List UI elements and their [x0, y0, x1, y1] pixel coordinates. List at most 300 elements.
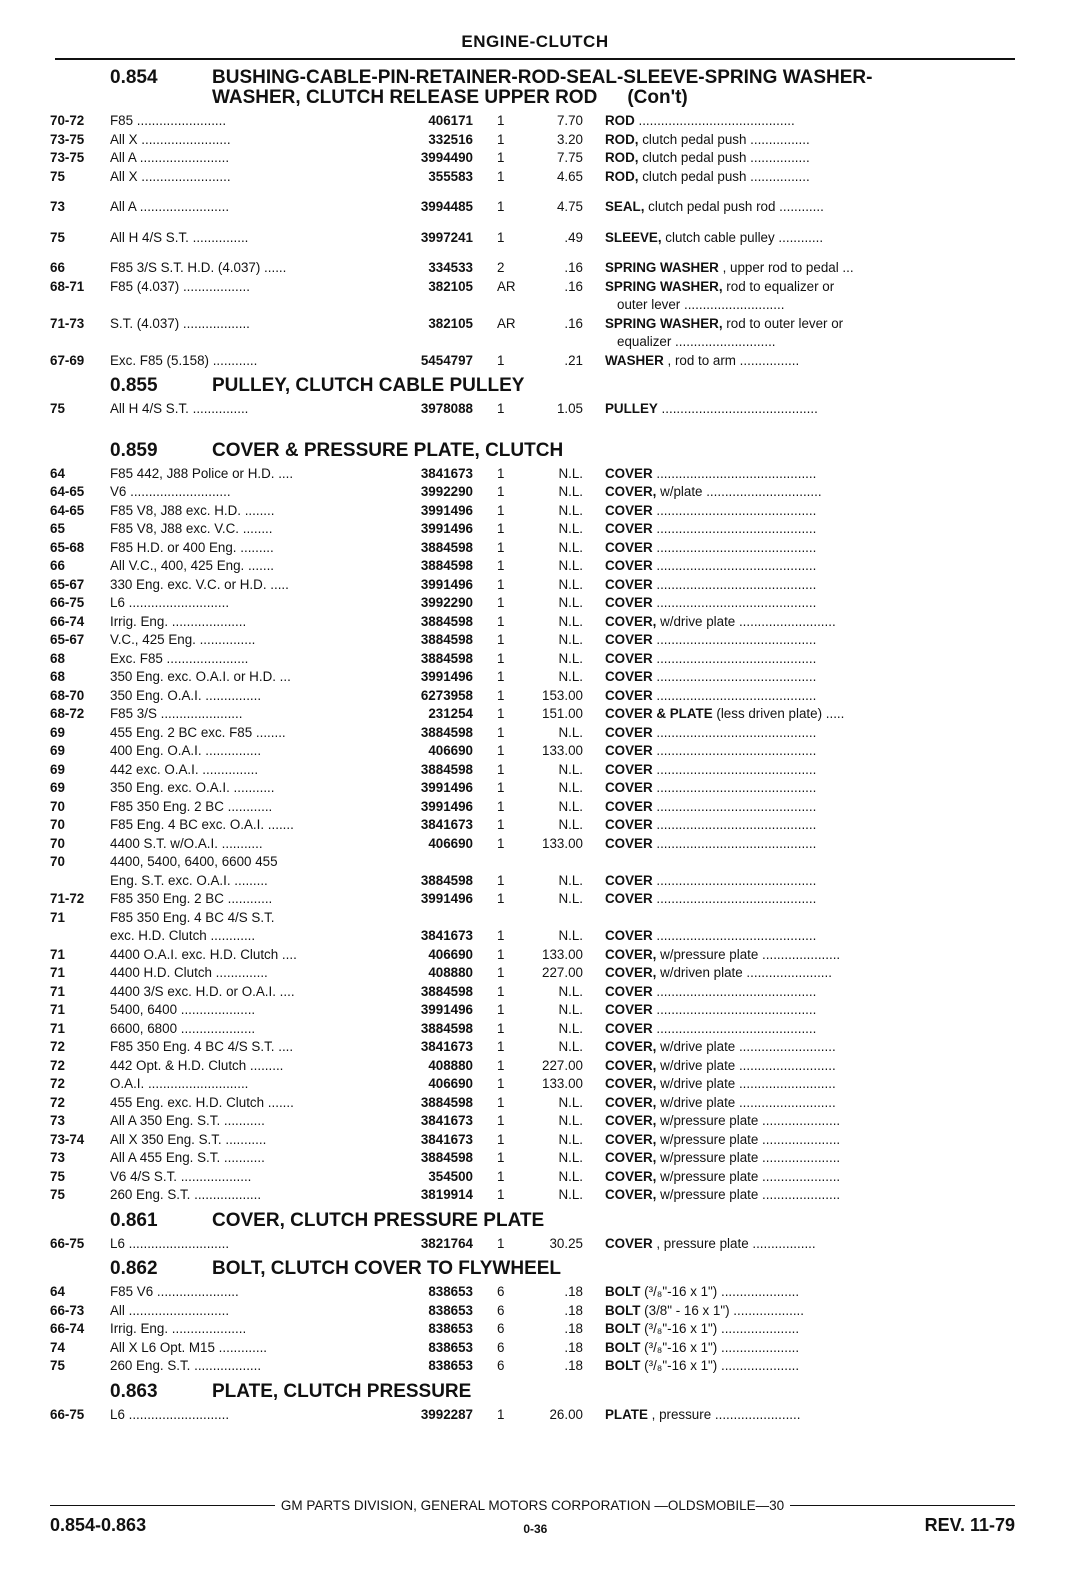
- row-price: 4.75: [556, 199, 583, 214]
- row-description: [583, 131, 1015, 150]
- row-part-number: 3884598: [420, 872, 473, 888]
- row-part-number: 3819914: [420, 1187, 473, 1202]
- row-description-text: (3/8" - 16 x 1") ...................: [640, 1302, 804, 1318]
- section-title-line: PULLEY, CLUTCH CABLE PULLEY: [212, 375, 525, 396]
- row-quantity: 1: [497, 113, 505, 128]
- row-description-text: , pressure .......................: [647, 1406, 801, 1422]
- row-quantity: 1: [497, 558, 505, 573]
- row-application: 4400 3/S exc. H.D. or O.A.I. ....: [110, 983, 295, 999]
- footer-page-number: 0-36: [523, 1522, 548, 1536]
- row-description: [583, 259, 1015, 278]
- row-quantity: 1: [497, 1187, 505, 1202]
- row-part-name: COVER: [605, 891, 653, 906]
- row-price: 227.00: [542, 965, 583, 980]
- row-part-name: COVER & PLATE: [605, 706, 713, 721]
- footer-rule-left: [50, 1505, 275, 1506]
- row-description: [583, 400, 1015, 419]
- row-years: 66-75: [50, 1406, 85, 1422]
- row-part-name: COVER,: [605, 484, 657, 499]
- part-row: [50, 465, 1015, 484]
- row-price: N.L.: [558, 1131, 583, 1147]
- row-application: 4400, 5400, 6400, 6600 455: [110, 854, 278, 869]
- row-application: All A ........................: [110, 150, 230, 165]
- row-application: F85 350 Eng. 4 BC 4/S S.T.: [110, 909, 275, 925]
- part-row: [50, 229, 1015, 248]
- row-years: 71: [50, 965, 65, 980]
- row-quantity: 1: [497, 946, 505, 962]
- row-years: 70: [50, 798, 65, 814]
- row-part-number: 3841673: [420, 1131, 473, 1147]
- section-number: 0.862: [110, 1258, 158, 1279]
- row-description-text: ..........................................: [634, 113, 795, 128]
- part-row: [50, 1320, 1015, 1339]
- row-price: 227.00: [542, 1057, 583, 1073]
- row-application: 4400 O.A.I. exc. H.D. Clutch ....: [110, 946, 297, 962]
- row-description: [583, 1283, 1015, 1302]
- row-quantity: 1: [497, 891, 505, 906]
- row-quantity: 1: [497, 150, 505, 165]
- row-description-text: clutch pedal push rod ............: [644, 199, 824, 214]
- section-number: 0.863: [110, 1380, 158, 1402]
- row-quantity: 1: [497, 595, 505, 610]
- row-part-number: 3991496: [420, 798, 473, 814]
- row-price: N.L.: [558, 669, 583, 684]
- row-part-name: COVER: [605, 817, 653, 832]
- row-price: N.L.: [558, 872, 583, 888]
- row-quantity: 1: [497, 1406, 505, 1422]
- page-footer: [50, 1498, 1015, 1536]
- row-price: .18: [564, 1284, 583, 1299]
- row-years: 73: [50, 199, 65, 214]
- part-row: [50, 1302, 1015, 1321]
- row-description: [583, 890, 1015, 909]
- row-description-text: ...........................................: [652, 835, 817, 851]
- row-description-text: ...........................................: [652, 983, 817, 999]
- row-part-number: 3994485: [420, 199, 473, 214]
- row-description: [583, 1168, 1015, 1187]
- part-row: [50, 557, 1015, 576]
- part-row: [50, 835, 1015, 854]
- row-application: All A 350 Eng. S.T. ...........: [110, 1113, 265, 1128]
- row-part-number: 354500: [428, 1168, 473, 1184]
- row-quantity: 1: [497, 168, 505, 184]
- row-description-continued: equalizer ...........................: [617, 334, 776, 349]
- row-application: F85 350 Eng. 2 BC ............: [110, 798, 273, 814]
- row-description-text: w/pressure plate .....................: [656, 1150, 841, 1165]
- row-price: 133.00: [542, 1076, 583, 1091]
- row-part-number: 406690: [428, 1076, 473, 1091]
- section-heading: [50, 441, 1015, 461]
- row-description-text: ...........................................: [652, 521, 817, 536]
- row-years: 66-75: [50, 1235, 85, 1251]
- row-quantity: 1: [497, 743, 505, 758]
- row-part-number: 3997241: [420, 229, 473, 245]
- row-part-name: COVER: [605, 632, 653, 647]
- row-description: [583, 946, 1015, 965]
- row-part-name: BOLT: [605, 1302, 641, 1318]
- row-part-name: COVER: [605, 576, 653, 592]
- row-quantity: 6: [497, 1358, 505, 1373]
- row-years: 68: [50, 650, 65, 666]
- row-years: 74: [50, 1339, 65, 1355]
- row-description-text: (³/₈"-16 x 1") .....................: [640, 1358, 800, 1373]
- row-price: N.L.: [558, 983, 583, 999]
- row-application: 330 Eng. exc. V.C. or H.D. .....: [110, 576, 289, 592]
- row-part-number: 3991496: [420, 1002, 473, 1017]
- row-years: 75: [50, 229, 65, 245]
- row-years: 71: [50, 1002, 65, 1017]
- row-application: All A 455 Eng. S.T. ...........: [110, 1150, 265, 1165]
- row-part-name: COVER: [605, 743, 653, 758]
- part-row: [50, 1339, 1015, 1358]
- row-description: [583, 594, 1015, 613]
- part-row: [50, 927, 1015, 946]
- row-part-number: 3991496: [420, 780, 473, 795]
- row-application: F85 V8, J88 exc. V.C. ........: [110, 521, 273, 536]
- row-years: 75: [50, 401, 65, 416]
- row-quantity: AR: [497, 278, 516, 294]
- row-price: 7.70: [556, 113, 583, 128]
- row-description: [583, 687, 1015, 706]
- section-number: 0.861: [110, 1209, 158, 1231]
- row-quantity: 1: [497, 401, 505, 416]
- row-years: 73-75: [50, 131, 85, 147]
- row-part-name: PLATE: [605, 1406, 648, 1422]
- row-quantity: 1: [497, 965, 505, 980]
- row-price: N.L.: [558, 1020, 583, 1036]
- row-years: 66-74: [50, 1321, 85, 1336]
- part-row: [50, 1406, 1015, 1425]
- part-row: [50, 872, 1015, 891]
- row-description: [583, 557, 1015, 576]
- row-years: 75: [50, 168, 65, 184]
- row-application: 350 Eng. O.A.I. ...............: [110, 687, 262, 703]
- row-quantity: 6: [497, 1321, 505, 1336]
- row-description: [583, 705, 1015, 724]
- row-part-number: 3841673: [420, 928, 473, 943]
- row-years: 75: [50, 1358, 65, 1373]
- row-description: [583, 1186, 1015, 1205]
- row-application: 455 Eng. exc. H.D. Clutch .......: [110, 1094, 294, 1110]
- row-description: [583, 835, 1015, 854]
- row-description-text: ..........................................: [657, 401, 818, 416]
- row-quantity: 1: [497, 576, 505, 592]
- part-row: [50, 149, 1015, 168]
- part-row: [50, 1149, 1015, 1168]
- row-years: 65-67: [50, 632, 85, 647]
- row-part-name: COVER: [605, 761, 653, 777]
- part-row: [50, 1057, 1015, 1076]
- row-part-name: COVER,: [605, 1150, 657, 1165]
- row-price: N.L.: [558, 928, 583, 943]
- part-row: [50, 1112, 1015, 1131]
- row-description-text: ...........................................: [652, 891, 817, 906]
- row-quantity: 1: [497, 798, 505, 814]
- row-years: 73: [50, 1150, 65, 1165]
- footer-text: GM PARTS DIVISION, GENERAL MOTORS CORPORATION —OLDSMOBILE—30: [280, 1498, 785, 1513]
- row-description-text: ...........................................: [652, 1002, 817, 1017]
- row-price: 30.25: [549, 1235, 583, 1251]
- row-part-name: SPRING WASHER: [605, 260, 719, 275]
- row-price: N.L.: [558, 1039, 583, 1054]
- part-row: [50, 613, 1015, 632]
- part-row: [50, 112, 1015, 131]
- row-description: [583, 761, 1015, 780]
- row-part-name: BOLT: [605, 1321, 641, 1336]
- row-description: [583, 798, 1015, 817]
- row-price: N.L.: [558, 780, 583, 795]
- row-application: L6 ...........................: [110, 595, 230, 610]
- row-price: .18: [564, 1358, 583, 1373]
- row-description-text: (³/₈"-16 x 1") .....................: [640, 1284, 800, 1299]
- row-description: [583, 964, 1015, 983]
- row-description: [583, 816, 1015, 835]
- row-price: N.L.: [558, 502, 583, 518]
- page-header: ENGINE-CLUTCH: [461, 32, 609, 51]
- row-price: N.L.: [558, 465, 583, 481]
- part-row: [50, 278, 1015, 315]
- row-price: 133.00: [542, 743, 583, 758]
- section-heading: [50, 376, 1015, 396]
- row-years: 65: [50, 521, 65, 536]
- row-years: 66-74: [50, 613, 85, 629]
- section-title: [212, 1211, 1015, 1231]
- row-description-text: w/drive plate ..........................: [656, 1039, 836, 1054]
- row-application: 5400, 6400 ....................: [110, 1002, 256, 1017]
- row-application: 455 Eng. 2 BC exc. F85 ........: [110, 724, 286, 740]
- row-years: 72: [50, 1039, 65, 1054]
- section-heading: [50, 68, 1015, 108]
- row-years: 73-75: [50, 150, 85, 165]
- row-price: .16: [564, 278, 583, 294]
- row-description: [583, 724, 1015, 743]
- row-part-name: COVER,: [605, 1113, 657, 1128]
- row-years: 75: [50, 1168, 65, 1184]
- row-quantity: 1: [497, 632, 505, 647]
- row-application: F85 (4.037) ..................: [110, 278, 250, 294]
- row-application: F85 V6 ......................: [110, 1284, 239, 1299]
- row-price: .21: [564, 352, 583, 368]
- row-quantity: 6: [497, 1339, 505, 1355]
- row-quantity: 1: [497, 465, 505, 481]
- row-application: Irrig. Eng. ....................: [110, 1321, 247, 1336]
- part-row: [50, 520, 1015, 539]
- row-part-name: COVER,: [605, 1076, 657, 1091]
- row-part-name: COVER: [605, 669, 653, 684]
- row-description: [583, 1112, 1015, 1131]
- row-price: N.L.: [558, 613, 583, 629]
- footer-section-range: 0.854-0.863: [50, 1515, 147, 1535]
- row-part-number: 355583: [428, 168, 473, 184]
- part-row: [50, 576, 1015, 595]
- row-part-number: 3884598: [420, 650, 473, 666]
- row-description: [583, 502, 1015, 521]
- row-years: 65-68: [50, 539, 85, 555]
- row-application: All X 350 Eng. S.T. ...........: [110, 1131, 267, 1147]
- row-quantity: 6: [497, 1302, 505, 1318]
- row-price: N.L.: [558, 484, 583, 499]
- row-application: F85 3/S S.T. H.D. (4.037) ......: [110, 260, 287, 275]
- row-part-name: BOLT: [605, 1284, 641, 1299]
- row-description-text: ...........................................: [652, 539, 817, 555]
- row-part-number: 838653: [428, 1339, 473, 1355]
- row-part-number: 3884598: [420, 632, 473, 647]
- footer-revision: REV. 11-79: [924, 1515, 1015, 1535]
- row-application: F85 3/S ......................: [110, 706, 243, 721]
- section-title: [212, 1382, 1015, 1402]
- row-quantity: 1: [497, 131, 505, 147]
- row-description: [583, 198, 1015, 217]
- row-part-number: 838653: [428, 1302, 473, 1318]
- row-description: [583, 983, 1015, 1002]
- row-application: 4400 H.D. Clutch ..............: [110, 965, 268, 980]
- row-quantity: 1: [497, 613, 505, 629]
- section-title-line: COVER & PRESSURE PLATE, CLUTCH: [212, 439, 564, 461]
- row-price: N.L.: [558, 650, 583, 666]
- row-part-name: COVER,: [605, 1039, 657, 1054]
- row-quantity: 1: [497, 817, 505, 832]
- row-description-text: (less driven plate) .....: [712, 706, 845, 721]
- row-part-name: COVER: [605, 539, 653, 555]
- row-part-name: COVER: [605, 465, 653, 481]
- row-quantity: 1: [497, 983, 505, 999]
- row-years: 71-72: [50, 891, 85, 906]
- part-row: [50, 168, 1015, 187]
- row-part-name: ROD,: [605, 150, 639, 165]
- row-description-text: clutch cable pulley ............: [661, 229, 824, 245]
- footer-rule-right: [790, 1505, 1015, 1506]
- part-row: [50, 724, 1015, 743]
- section-heading: [50, 1382, 1015, 1402]
- row-application: V6 4/S S.T. ...................: [110, 1168, 252, 1184]
- part-row: [50, 761, 1015, 780]
- row-application: 442 Opt. & H.D. Clutch .........: [110, 1057, 284, 1073]
- row-application: exc. H.D. Clutch ............: [110, 928, 256, 943]
- row-years: 71: [50, 909, 65, 925]
- row-years: 70: [50, 854, 65, 869]
- row-price: .18: [564, 1321, 583, 1336]
- part-row: [50, 705, 1015, 724]
- row-part-name: COVER: [605, 835, 653, 851]
- row-part-number: 3884598: [420, 983, 473, 999]
- part-row: [50, 315, 1015, 352]
- part-row: [50, 798, 1015, 817]
- row-part-name: COVER: [605, 983, 653, 999]
- row-quantity: 1: [497, 229, 505, 245]
- row-part-name: BOLT: [605, 1358, 641, 1373]
- row-years: 67-69: [50, 352, 85, 368]
- row-application: F85 350 Eng. 4 BC 4/S S.T. ....: [110, 1039, 294, 1054]
- part-row: [50, 198, 1015, 217]
- row-description-text: ...........................................: [652, 724, 817, 740]
- row-quantity: 1: [497, 1020, 505, 1036]
- row-price: N.L.: [558, 798, 583, 814]
- row-quantity: 1: [497, 1113, 505, 1128]
- part-row: [50, 1094, 1015, 1113]
- row-part-number: 3884598: [420, 724, 473, 740]
- row-part-name: SPRING WASHER,: [605, 315, 723, 331]
- row-application: 442 exc. O.A.I. ...............: [110, 761, 259, 777]
- row-application: F85 H.D. or 400 Eng. .........: [110, 539, 274, 555]
- row-description: [583, 1320, 1015, 1339]
- part-row: [50, 1020, 1015, 1039]
- row-quantity: AR: [497, 315, 516, 331]
- row-part-number: 838653: [428, 1358, 473, 1373]
- row-description: [583, 1075, 1015, 1094]
- row-description-text: clutch pedal push ................: [638, 168, 810, 184]
- row-application: 260 Eng. S.T. ..................: [110, 1187, 262, 1202]
- row-part-name: SLEEVE,: [605, 229, 662, 245]
- row-description: [583, 1339, 1015, 1358]
- row-description-text: ...........................................: [652, 798, 817, 814]
- row-quantity: 1: [497, 724, 505, 740]
- row-application: O.A.I. ...........................: [110, 1076, 249, 1091]
- row-part-number: 3884598: [420, 613, 473, 629]
- row-part-number: 3991496: [420, 576, 473, 592]
- row-quantity: 1: [497, 706, 505, 721]
- row-part-name: COVER,: [605, 613, 657, 629]
- row-price: N.L.: [558, 1113, 583, 1128]
- row-application: All H 4/S S.T. ...............: [110, 401, 249, 416]
- row-years: 71-73: [50, 315, 85, 331]
- row-application: All V.C., 400, 425 Eng. .......: [110, 558, 275, 573]
- row-price: N.L.: [558, 632, 583, 647]
- row-part-name: BOLT: [605, 1339, 641, 1355]
- row-part-number: 3884598: [420, 1020, 473, 1036]
- row-years: 70: [50, 817, 65, 832]
- row-description-text: ...........................................: [652, 465, 817, 481]
- row-part-name: WASHER: [605, 352, 664, 368]
- row-application: F85 350 Eng. 2 BC ............: [110, 891, 273, 906]
- row-application: Exc. F85 (5.158) ............: [110, 352, 258, 368]
- row-description-text: clutch pedal push ................: [638, 150, 810, 165]
- part-row: [50, 1075, 1015, 1094]
- row-description-text: w/drive plate ..........................: [656, 1076, 836, 1091]
- row-part-number: 231254: [428, 706, 473, 721]
- row-description-text: ...........................................: [652, 576, 817, 592]
- row-description-text: w/pressure plate .....................: [656, 1113, 841, 1128]
- row-description: [583, 1057, 1015, 1076]
- part-row: [50, 483, 1015, 502]
- row-application: V.C., 425 Eng. ...............: [110, 632, 256, 647]
- row-application: Irrig. Eng. ....................: [110, 613, 247, 629]
- row-description-text: ...........................................: [652, 632, 817, 647]
- row-description-text: ...........................................: [652, 669, 817, 684]
- part-row: [50, 1131, 1015, 1150]
- part-row: [50, 909, 1015, 928]
- row-application: S.T. (4.037) ..................: [110, 315, 250, 331]
- row-part-number: 838653: [428, 1284, 473, 1299]
- row-part-number: 3991496: [420, 891, 473, 906]
- row-description: [583, 927, 1015, 946]
- row-description-text: w/pressure plate .....................: [656, 946, 841, 962]
- row-quantity: 1: [497, 1235, 505, 1251]
- row-quantity: 1: [497, 928, 505, 943]
- row-description-text: ...........................................: [652, 687, 817, 703]
- row-description-text: w/drive plate ..........................: [656, 1094, 836, 1110]
- part-row: [50, 502, 1015, 521]
- row-quantity: 1: [497, 484, 505, 499]
- row-description: [583, 1149, 1015, 1168]
- row-part-name: ROD: [605, 113, 635, 128]
- row-description-text: ...........................................: [652, 761, 817, 777]
- row-description: [583, 742, 1015, 761]
- part-row: [50, 631, 1015, 650]
- row-years: 73-74: [50, 1131, 85, 1147]
- part-row: [50, 687, 1015, 706]
- row-price: N.L.: [558, 1168, 583, 1184]
- row-years: 68-70: [50, 687, 85, 703]
